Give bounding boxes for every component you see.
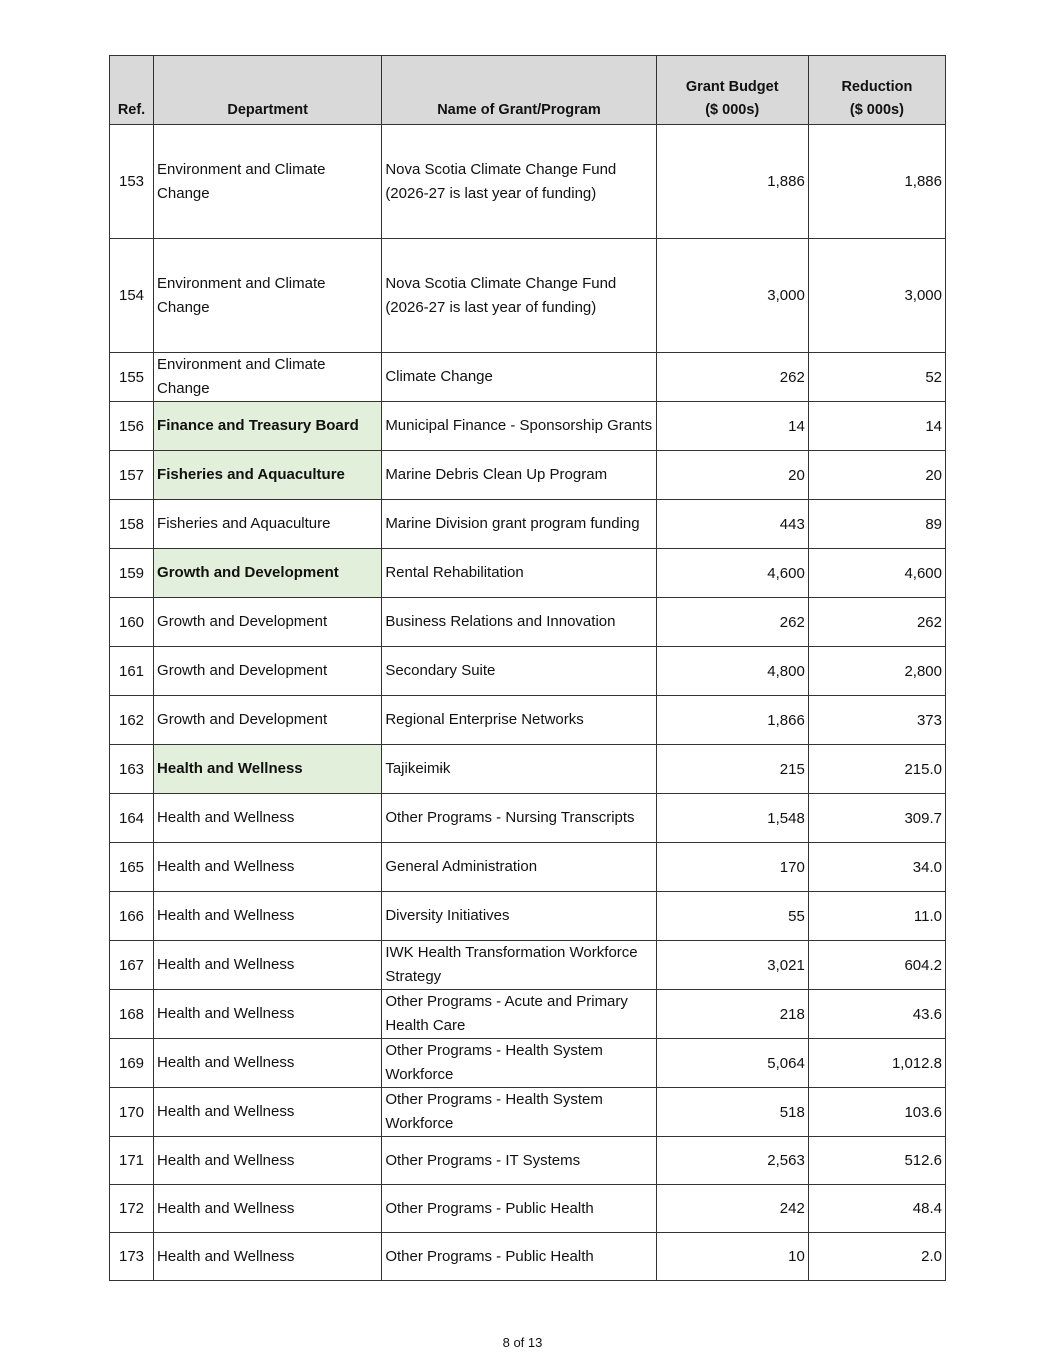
grant-name-cell: Marine Division grant program funding <box>382 500 656 549</box>
table-row <box>110 843 946 892</box>
grant-budget-cell: 443 <box>656 500 808 549</box>
table-row <box>110 745 946 794</box>
reduction-cell: 34.0 <box>808 843 945 892</box>
reduction-cell: 604.2 <box>808 941 945 990</box>
grants-table <box>109 55 946 1281</box>
department-cell: Health and Wellness <box>154 941 382 990</box>
grant-name-cell: IWK Health Transformation Workforce Strategy <box>382 941 656 990</box>
table-row <box>110 549 946 598</box>
ref-cell: 155 <box>110 353 154 402</box>
grant-budget-cell: 3,000 <box>656 239 808 353</box>
department-cell: Environment and Climate Change <box>154 125 382 239</box>
reduction-cell: 309.7 <box>808 794 945 843</box>
grant-name-cell: Municipal Finance - Sponsorship Grants <box>382 402 656 451</box>
reduction-cell: 14 <box>808 402 945 451</box>
grant-budget-cell: 1,886 <box>656 125 808 239</box>
table-row <box>110 1039 946 1088</box>
table-row <box>110 647 946 696</box>
table-header-row <box>110 56 946 125</box>
grant-budget-cell: 4,600 <box>656 549 808 598</box>
reduction-cell: 52 <box>808 353 945 402</box>
grant-budget-cell: 2,563 <box>656 1137 808 1185</box>
grant-budget-cell: 262 <box>656 353 808 402</box>
table-row <box>110 500 946 549</box>
ref-cell: 166 <box>110 892 154 941</box>
department-cell: Health and Wellness <box>154 1039 382 1088</box>
ref-cell: 170 <box>110 1088 154 1137</box>
reduction-cell: 3,000 <box>808 239 945 353</box>
table-row <box>110 941 946 990</box>
department-cell: Health and Wellness <box>154 1185 382 1233</box>
reduction-cell: 103.6 <box>808 1088 945 1137</box>
reduction-cell: 373 <box>808 696 945 745</box>
ref-cell: 169 <box>110 1039 154 1088</box>
grant-budget-cell: 262 <box>656 598 808 647</box>
ref-cell: 161 <box>110 647 154 696</box>
table-row <box>110 353 946 402</box>
table-row <box>110 1233 946 1281</box>
reduction-cell: 2,800 <box>808 647 945 696</box>
ref-cell: 167 <box>110 941 154 990</box>
grant-budget-cell: 55 <box>656 892 808 941</box>
grant-name-cell: Business Relations and Innovation <box>382 598 656 647</box>
department-cell: Finance and Treasury Board <box>154 402 382 451</box>
reduction-cell: 262 <box>808 598 945 647</box>
table-row <box>110 451 946 500</box>
ref-cell: 157 <box>110 451 154 500</box>
department-cell: Fisheries and Aquaculture <box>154 500 382 549</box>
table-row <box>110 794 946 843</box>
reduction-cell: 48.4 <box>808 1185 945 1233</box>
table-row <box>110 239 946 353</box>
reduction-cell: 20 <box>808 451 945 500</box>
grant-budget-cell: 3,021 <box>656 941 808 990</box>
ref-cell: 159 <box>110 549 154 598</box>
grant-name-cell: Regional Enterprise Networks <box>382 696 656 745</box>
grant-name-cell: Diversity Initiatives <box>382 892 656 941</box>
table-row <box>110 990 946 1039</box>
grant-budget-cell: 215 <box>656 745 808 794</box>
grant-name-cell: Nova Scotia Climate Change Fund (2026-27 is last year of funding) <box>382 239 656 353</box>
grant-name-cell: Nova Scotia Climate Change Fund (2026-27 is last year of funding) <box>382 125 656 239</box>
header-reduction: Reduction ($ 000s) <box>808 56 945 125</box>
department-cell: Growth and Development <box>154 647 382 696</box>
grant-budget-cell: 170 <box>656 843 808 892</box>
grant-name-cell: Other Programs - Public Health <box>382 1233 656 1281</box>
grant-name-cell: Marine Debris Clean Up Program <box>382 451 656 500</box>
department-cell: Health and Wellness <box>154 843 382 892</box>
header-grant-budget: Grant Budget ($ 000s) <box>656 56 808 125</box>
department-cell: Health and Wellness <box>154 1233 382 1281</box>
reduction-cell: 11.0 <box>808 892 945 941</box>
table-row <box>110 1137 946 1185</box>
reduction-cell: 1,886 <box>808 125 945 239</box>
reduction-cell: 43.6 <box>808 990 945 1039</box>
grant-budget-cell: 5,064 <box>656 1039 808 1088</box>
ref-cell: 168 <box>110 990 154 1039</box>
table-body <box>110 125 946 1281</box>
department-cell: Health and Wellness <box>154 1137 382 1185</box>
header-ref: Ref. <box>110 56 154 125</box>
grant-budget-cell: 242 <box>656 1185 808 1233</box>
department-cell: Fisheries and Aquaculture <box>154 451 382 500</box>
grant-budget-cell: 1,866 <box>656 696 808 745</box>
department-cell: Health and Wellness <box>154 990 382 1039</box>
grant-name-cell: Other Programs - Nursing Transcripts <box>382 794 656 843</box>
reduction-cell: 215.0 <box>808 745 945 794</box>
ref-cell: 171 <box>110 1137 154 1185</box>
reduction-cell: 89 <box>808 500 945 549</box>
ref-cell: 160 <box>110 598 154 647</box>
grant-name-cell: Other Programs - Public Health <box>382 1185 656 1233</box>
table-row <box>110 1088 946 1137</box>
department-cell: Health and Wellness <box>154 794 382 843</box>
grant-name-cell: Other Programs - IT Systems <box>382 1137 656 1185</box>
department-cell: Growth and Development <box>154 549 382 598</box>
grant-name-cell: Other Programs - Health System Workforce <box>382 1039 656 1088</box>
grant-name-cell: Secondary Suite <box>382 647 656 696</box>
grant-name-cell: Other Programs - Health System Workforce <box>382 1088 656 1137</box>
department-cell: Health and Wellness <box>154 745 382 794</box>
grant-name-cell: General Administration <box>382 843 656 892</box>
ref-cell: 173 <box>110 1233 154 1281</box>
grant-name-cell: Rental Rehabilitation <box>382 549 656 598</box>
ref-cell: 163 <box>110 745 154 794</box>
department-cell: Growth and Development <box>154 696 382 745</box>
grant-budget-cell: 218 <box>656 990 808 1039</box>
grant-name-cell: Climate Change <box>382 353 656 402</box>
reduction-cell: 2.0 <box>808 1233 945 1281</box>
table-row <box>110 892 946 941</box>
grant-name-cell: Other Programs - Acute and Primary Health Care <box>382 990 656 1039</box>
table-row <box>110 125 946 239</box>
page-number: 8 of 13 <box>502 1335 543 1350</box>
ref-cell: 153 <box>110 125 154 239</box>
department-cell: Growth and Development <box>154 598 382 647</box>
table-row <box>110 696 946 745</box>
reduction-cell: 512.6 <box>808 1137 945 1185</box>
department-cell: Health and Wellness <box>154 1088 382 1137</box>
reduction-cell: 1,012.8 <box>808 1039 945 1088</box>
grant-budget-cell: 518 <box>656 1088 808 1137</box>
ref-cell: 164 <box>110 794 154 843</box>
ref-cell: 156 <box>110 402 154 451</box>
table-row <box>110 402 946 451</box>
ref-cell: 165 <box>110 843 154 892</box>
grant-budget-cell: 14 <box>656 402 808 451</box>
department-cell: Environment and Climate Change <box>154 353 382 402</box>
grant-budget-cell: 1,548 <box>656 794 808 843</box>
table-row <box>110 1185 946 1233</box>
ref-cell: 172 <box>110 1185 154 1233</box>
grant-name-cell: Tajikeimɨk <box>382 745 656 794</box>
header-department: Department <box>154 56 382 125</box>
grant-budget-cell: 20 <box>656 451 808 500</box>
ref-cell: 154 <box>110 239 154 353</box>
reduction-cell: 4,600 <box>808 549 945 598</box>
grant-budget-cell: 4,800 <box>656 647 808 696</box>
ref-cell: 162 <box>110 696 154 745</box>
table-row <box>110 598 946 647</box>
department-cell: Environment and Climate Change <box>154 239 382 353</box>
ref-cell: 158 <box>110 500 154 549</box>
grant-budget-cell: 10 <box>656 1233 808 1281</box>
department-cell: Health and Wellness <box>154 892 382 941</box>
header-grant-name: Name of Grant/Program <box>382 56 656 125</box>
